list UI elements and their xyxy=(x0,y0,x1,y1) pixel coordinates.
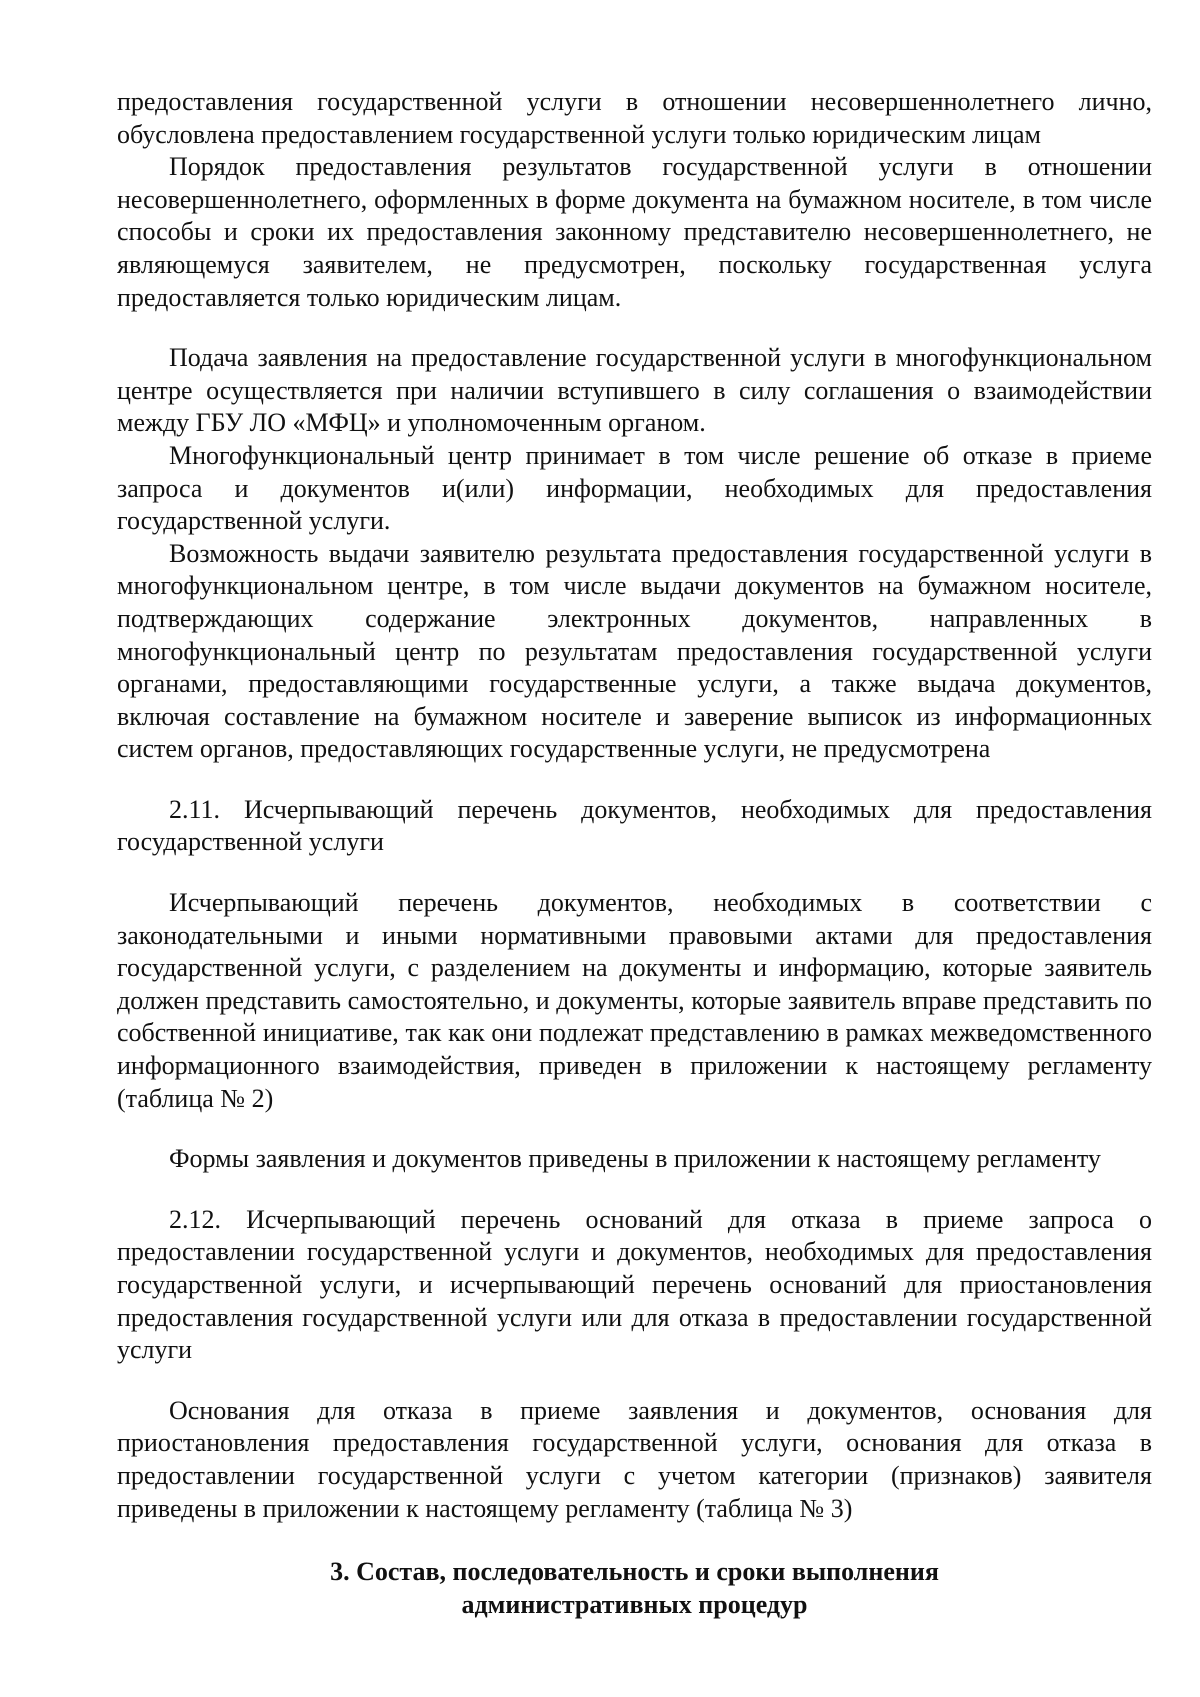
subsection-2-11-heading: 2.11. Исчерпывающий перечень документов, необходимых для предоставления государственной услуги xyxy=(117,794,1152,857)
paragraph-continuation: предоставления государственной услуги в отношении несовершеннолетнего лично, обусловлена предоставлением государственной услуги только юридическим лицам xyxy=(117,87,1152,149)
subsection-2-11-body: Исчерпывающий перечень документов, необходимых в соответствии с законодательными и иными нормативными правовыми актами для предоставления государственной услуги, с разделением на документы и информацию, которые заявитель должен представить самостоятельно, и документы, которые заявитель вправе представить по собственной инициативе, так как они подлежат представлению в рамках межведомственного информационного взаимодействия, приведен в приложении к настоящему регламенту (таблица № 2) xyxy=(117,888,1152,1113)
subsection-2-12-body: Основания для отказа в приеме заявления и документов, основания для приостановления предоставления государственной услуги, основания для отказа в предоставлении государственной услуги с учетом категории (признаков) заявителя приведены в приложении к настоящему регламенту (таблица № 3) xyxy=(117,1395,1152,1523)
subsection-2-12-heading: 2.12. Исчерпывающий перечень оснований для отказа в приеме запроса о предоставлении государственной услуги и документов, необходимых для предоставления государственной услуги, и исчерпывающий перечень оснований для приостановления предоставления государственной услуги или для отказа в предоставлении государственной услуги xyxy=(117,1204,1152,1365)
document-page xyxy=(117,86,1152,1621)
paragraph-forms: Формы заявления и документов приведены в приложении к настоящему регламенту xyxy=(169,1144,1101,1174)
paragraph-mfc-result-issuance: Возможность выдачи заявителю результата предоставления государственной услуги в многофункциональном центре, в том числе выдачи документов на бумажном носителе, подтверждающих содержание электронных документов, направленных в многофункциональный центр по результатам предоставления государственной услуги органами, предоставляющими государственные услуги, а также выдача документов, включая составление на бумажном носителе и заверение выписок из информационных систем органов, предоставляющих государственные услуги, не предусмотрена xyxy=(117,538,1152,764)
paragraph-order-of-results: Порядок предоставления результатов государственной услуги в отношении несовершеннолетнего, оформленных в форме документа на бумажном носителе, в том числе способы и сроки их предоставления законному представителю несовершеннолетнего, не являющемуся заявителем, не предусмотрен, поскольку государственная услуга предоставляется только юридическим лицам. xyxy=(117,152,1152,312)
section-3-heading-line1: 3. Состав, последовательность и сроки выполнения xyxy=(330,1557,939,1587)
section-3-heading-line2: административных процедур xyxy=(461,1589,808,1619)
section-3-heading xyxy=(117,1556,1152,1621)
paragraph-mfc-refusal: Многофункциональный центр принимает в том числе решение об отказе в приеме запроса и документов и(или) информации, необходимых для предоставления государственной услуги. xyxy=(117,440,1152,536)
paragraph-mfc-submission: Подача заявления на предоставление государственной услуги в многофункциональном центре осуществляется при наличии вступившего в силу соглашения о взаимодействии между ГБУ ЛО «МФЦ» и уполномоченным органом. xyxy=(117,343,1152,438)
